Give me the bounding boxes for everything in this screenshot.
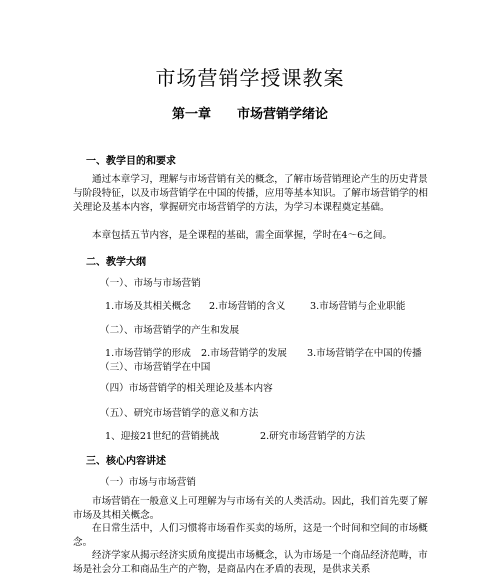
list-item: 1、迎接21世纪的营销挑战: [105, 431, 220, 442]
core-sub-1: （一）市场与市场营销: [100, 477, 196, 488]
paragraph-core-2: 在日常生活中，人们习惯将市场看作买卖的场所，这是一个时间和空间的市场概念。: [73, 523, 428, 548]
outline-sub-5-items: [105, 428, 365, 442]
paragraph-scope: 本章包括五节内容，是全课程的基础，需全面掌握，学时在4～6之间。: [92, 230, 393, 241]
outline-sub-2-items: [105, 345, 422, 359]
section-heading-core: 三、核心内容讲述: [86, 456, 166, 467]
paragraph-objectives: 通过本章学习，理解与市场营销有关的概念，了解市场营销理论产生的历史背景与阶段特征，以及市场营销学在中国的传播，应用等基本知识。了解市场营销学的相关理论及基本内容，掌握研究市场营销学的方法，为学习本课程奠定基础。: [73, 174, 428, 213]
outline-sub-1-items: [105, 298, 406, 312]
paragraph-core-1: 市场营销在一般意义上可理解为与市场有关的人类活动。因此，我们首先要了解市场及其相关概念。: [73, 496, 428, 521]
outline-sub-2: （二）、市场营销学的产生和发展: [100, 325, 240, 336]
list-item: 3.市场营销与企业职能: [310, 301, 406, 312]
list-item: 2.市场营销的含义: [209, 301, 286, 312]
chapter-number: 第一章: [171, 107, 211, 122]
paragraph-core-3: 经济学家从揭示经济实质角度提出市场概念，认为市场是一个商品经济范畴，市场是社会分工和商品生产的产物，是商品内在矛盾的表现，是供求关系: [73, 550, 428, 575]
outline-sub-4: （四）市场营销学的相关理论及基本内容: [100, 383, 273, 394]
chapter-name: 市场营销学绪论: [237, 107, 329, 122]
list-item: 2.市场营销学的发展: [201, 348, 287, 359]
list-item: 2.研究市场营销学的方法: [260, 431, 366, 442]
document-title: 市场营销学授课教案: [155, 66, 345, 90]
outline-sub-3: （三）、市场营销学在中国: [100, 362, 211, 373]
list-item: 1.市场及其相关概念: [105, 301, 191, 312]
outline-sub-1: （一）、市场与市场营销: [100, 278, 201, 289]
section-heading-outline: 二、教学大纲: [86, 257, 146, 268]
list-item: 3.市场营销学在中国的传播: [307, 348, 422, 359]
chapter-heading: [0, 103, 500, 122]
list-item: 1.市场营销学的形成: [105, 348, 191, 359]
section-heading-objectives: 一、教学目的和要求: [86, 156, 176, 167]
outline-sub-5: （五）、研究市场营销学的意义和方法: [100, 408, 259, 419]
